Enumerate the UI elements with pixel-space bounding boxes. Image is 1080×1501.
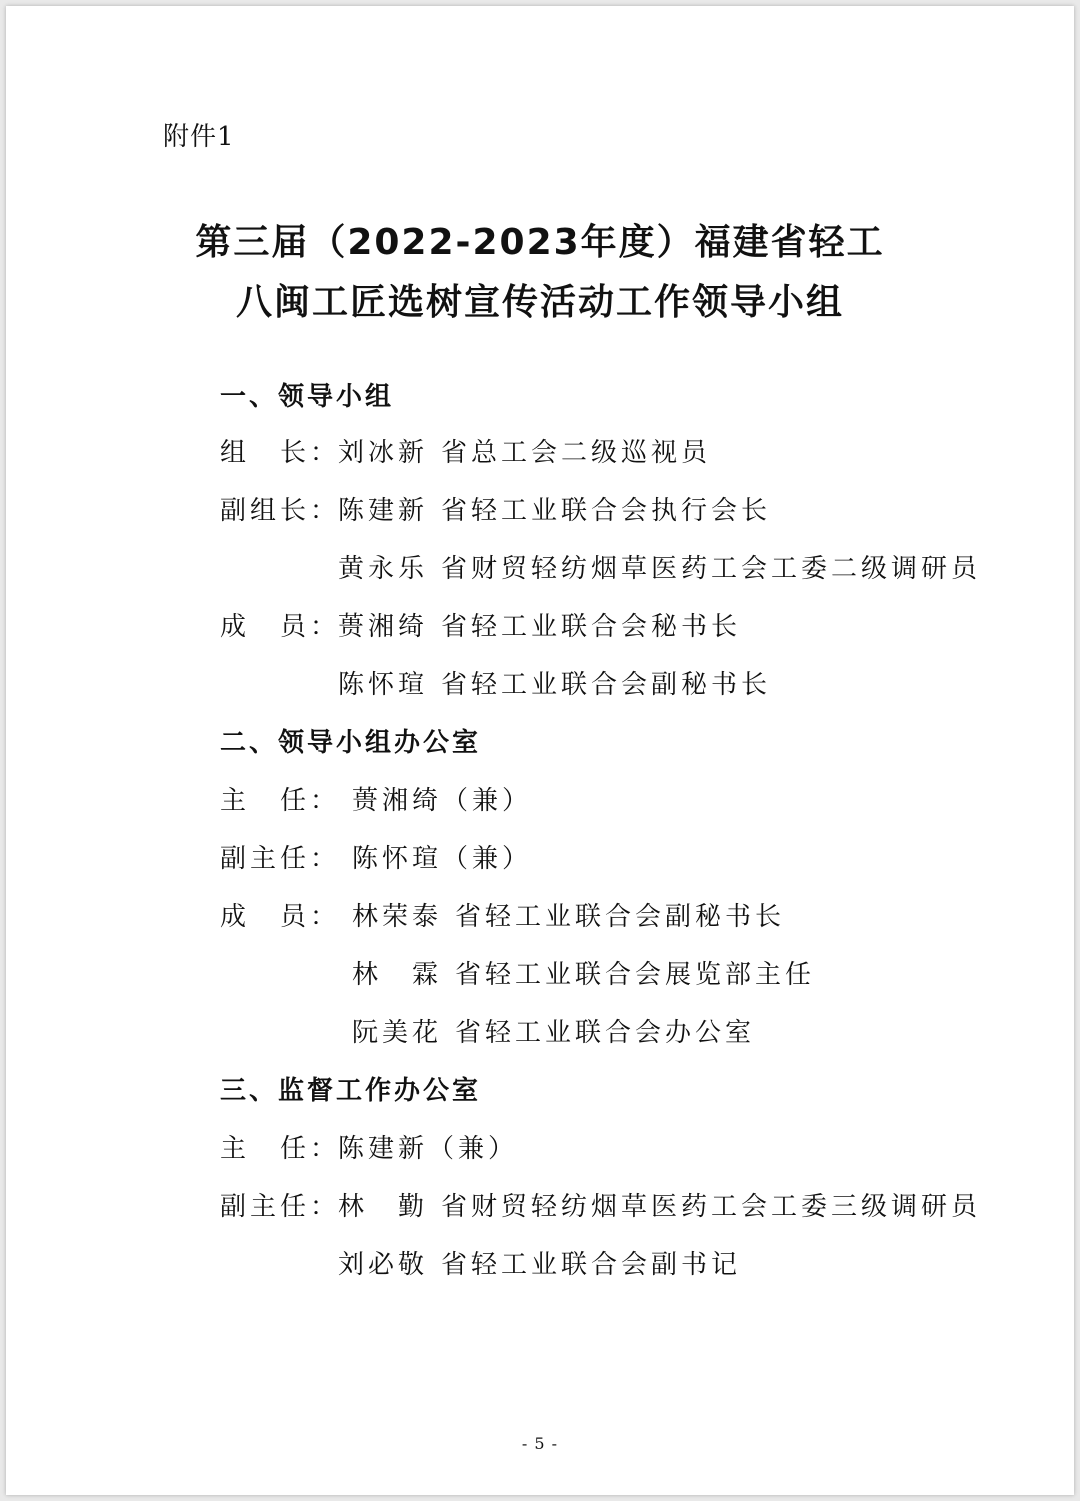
role-label: 组 长： xyxy=(220,438,341,468)
member-position: 省总工会二级巡视员 xyxy=(441,438,712,468)
page-number: - 5 - xyxy=(521,1434,559,1453)
member-name: 陈建新（兼） xyxy=(338,1134,519,1164)
role-label: 副主任： xyxy=(220,1192,341,1222)
section-1-row-3 xyxy=(220,548,981,585)
role-label: 副主任： xyxy=(220,844,341,874)
role-label: 主 任： xyxy=(220,786,341,816)
section-3-row-1 xyxy=(220,1128,518,1165)
member-name: 林 霖 xyxy=(352,960,443,990)
member-position: 省轻工业联合会办公室 xyxy=(455,1018,756,1048)
section-3-row-3 xyxy=(220,1244,741,1281)
role-label: 成 员： xyxy=(220,612,341,642)
section-2-heading: 二、领导小组办公室 xyxy=(220,728,482,758)
section-3-heading: 三、监督工作办公室 xyxy=(220,1076,482,1106)
role-label: 成 员： xyxy=(220,902,341,932)
document-title-line-1: 第三届（2022-2023年度）福建省轻工 xyxy=(195,222,885,263)
member-position: 省轻工业联合会副秘书长 xyxy=(455,902,786,932)
member-position: 省财贸轻纺烟草医药工会工委二级调研员 xyxy=(441,554,982,584)
member-name: 陈怀瑄 xyxy=(338,670,429,700)
member-name: 刘必敬 xyxy=(338,1250,429,1280)
section-2-row-1 xyxy=(220,780,532,817)
section-1-row-5 xyxy=(220,664,771,701)
member-position: 省轻工业联合会副秘书长 xyxy=(441,670,772,700)
section-2-row-4 xyxy=(220,954,815,991)
member-name: 阮美花 xyxy=(352,1018,443,1048)
section-1-heading: 一、领导小组 xyxy=(220,382,395,412)
document-page xyxy=(6,6,1074,1495)
member-name: 陈怀瑄（兼） xyxy=(352,844,533,874)
role-label: 副组长： xyxy=(220,496,341,526)
member-position: 省轻工业联合会秘书长 xyxy=(441,612,742,642)
section-1-row-4 xyxy=(220,606,741,643)
attachment-label: 附件1 xyxy=(163,122,235,152)
member-position: 省财贸轻纺烟草医药工会工委三级调研员 xyxy=(441,1192,982,1222)
section-2-row-3 xyxy=(220,896,785,933)
section-2-row-2 xyxy=(220,838,532,875)
section-3-row-2 xyxy=(220,1186,981,1223)
section-2-row-5 xyxy=(220,1012,755,1049)
role-label: 主 任： xyxy=(220,1134,341,1164)
document-title-line-2: 八闽工匠选树宣传活动工作领导小组 xyxy=(235,282,844,323)
section-1-row-1 xyxy=(220,432,711,469)
member-name: 蒉湘绮 xyxy=(338,612,429,642)
member-position: 省轻工业联合会展览部主任 xyxy=(455,960,816,990)
member-name: 刘冰新 xyxy=(338,438,429,468)
member-position: 省轻工业联合会执行会长 xyxy=(441,496,772,526)
member-name: 林 勤 xyxy=(338,1192,429,1222)
section-1-row-2 xyxy=(220,490,771,527)
member-name: 蒉湘绮（兼） xyxy=(352,786,533,816)
member-position: 省轻工业联合会副书记 xyxy=(441,1250,742,1280)
member-name: 林荣泰 xyxy=(352,902,443,932)
member-name: 陈建新 xyxy=(338,496,429,526)
member-name: 黄永乐 xyxy=(338,554,429,584)
